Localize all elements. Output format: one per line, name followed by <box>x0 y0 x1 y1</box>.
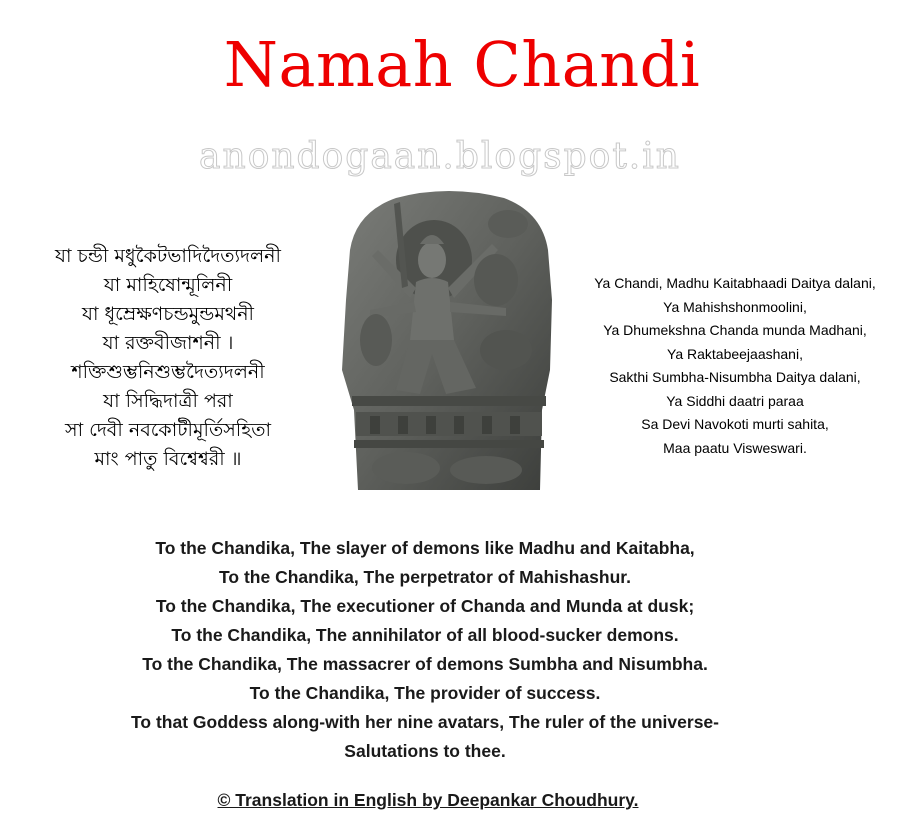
bengali-line: যা রক্তবীজাশনী । <box>102 332 234 354</box>
bengali-verse <box>0 242 336 474</box>
translation-line: To the Chandika, The slayer of demons like Madhu and Kaitabha, <box>155 538 695 558</box>
bengali-line: শক্তিশুম্ভনিশুম্ভদৈত্যদলনী <box>71 361 265 383</box>
english-translation <box>0 534 850 766</box>
bengali-line: মাং পাতু বিশ্বেশ্বরী ॥ <box>94 448 242 470</box>
transliteration-line: Ya Mahishshonmoolini, <box>663 298 807 315</box>
translation-line: Salutations to thee. <box>344 741 506 761</box>
bengali-line: যা ধূম্রেক্ষণচন্ডমুন্ডমথনী <box>82 303 254 325</box>
transliteration-line: Ya Siddhi daatri paraa <box>666 392 804 409</box>
transliteration-line: Sakthi Sumbha-Nisumbha Daitya dalani, <box>609 369 861 385</box>
bengali-line: যা মাহিষোন্মূলিনী <box>103 274 233 296</box>
translation-line: To the Chandika, The provider of success. <box>249 683 601 703</box>
bengali-line: যা সিদ্ধিদাত্রী পরা <box>103 390 233 412</box>
translation-line: To the Chandika, The massacrer of demons Sumbha and Nisumbha. <box>142 654 708 674</box>
transliteration-line: Maa paatu Visweswari. <box>663 439 807 456</box>
transliteration-verse <box>545 272 924 460</box>
translation-line: To the Chandika, The perpetrator of Mahishashur. <box>219 567 631 587</box>
transliteration-line: Sa Devi Navokoti murti sahita, <box>641 416 829 432</box>
translation-line: To the Chandika, The annihilator of all blood-sucker demons. <box>171 625 679 645</box>
translation-line: To the Chandika, The executioner of Chanda and Munda at dusk; <box>155 596 695 616</box>
bengali-line: যা চন্ডী মধুকৈটভাদিদৈত্যদলনী <box>55 245 281 267</box>
translation-line: To that Goddess along-with her nine avatars, The ruler of the universe- <box>131 712 719 732</box>
transliteration-line: Ya Raktabeejaashani, <box>667 345 803 362</box>
translation-credit: © Translation in English by Deepankar Choudhury. <box>217 790 639 810</box>
watermark-text: anondogaan.blogspot.in <box>199 136 681 177</box>
bengali-line: সা দেবী নবকোটীমূর্তিসহিতা <box>65 419 271 441</box>
transliteration-line: Ya Dhumekshna Chanda munda Madhani, <box>603 322 867 338</box>
chandi-statue-image <box>336 190 560 490</box>
page-title: Namah Chandi <box>223 28 701 101</box>
transliteration-line: Ya Chandi, Madhu Kaitabhaadi Daitya dalani, <box>594 275 876 291</box>
